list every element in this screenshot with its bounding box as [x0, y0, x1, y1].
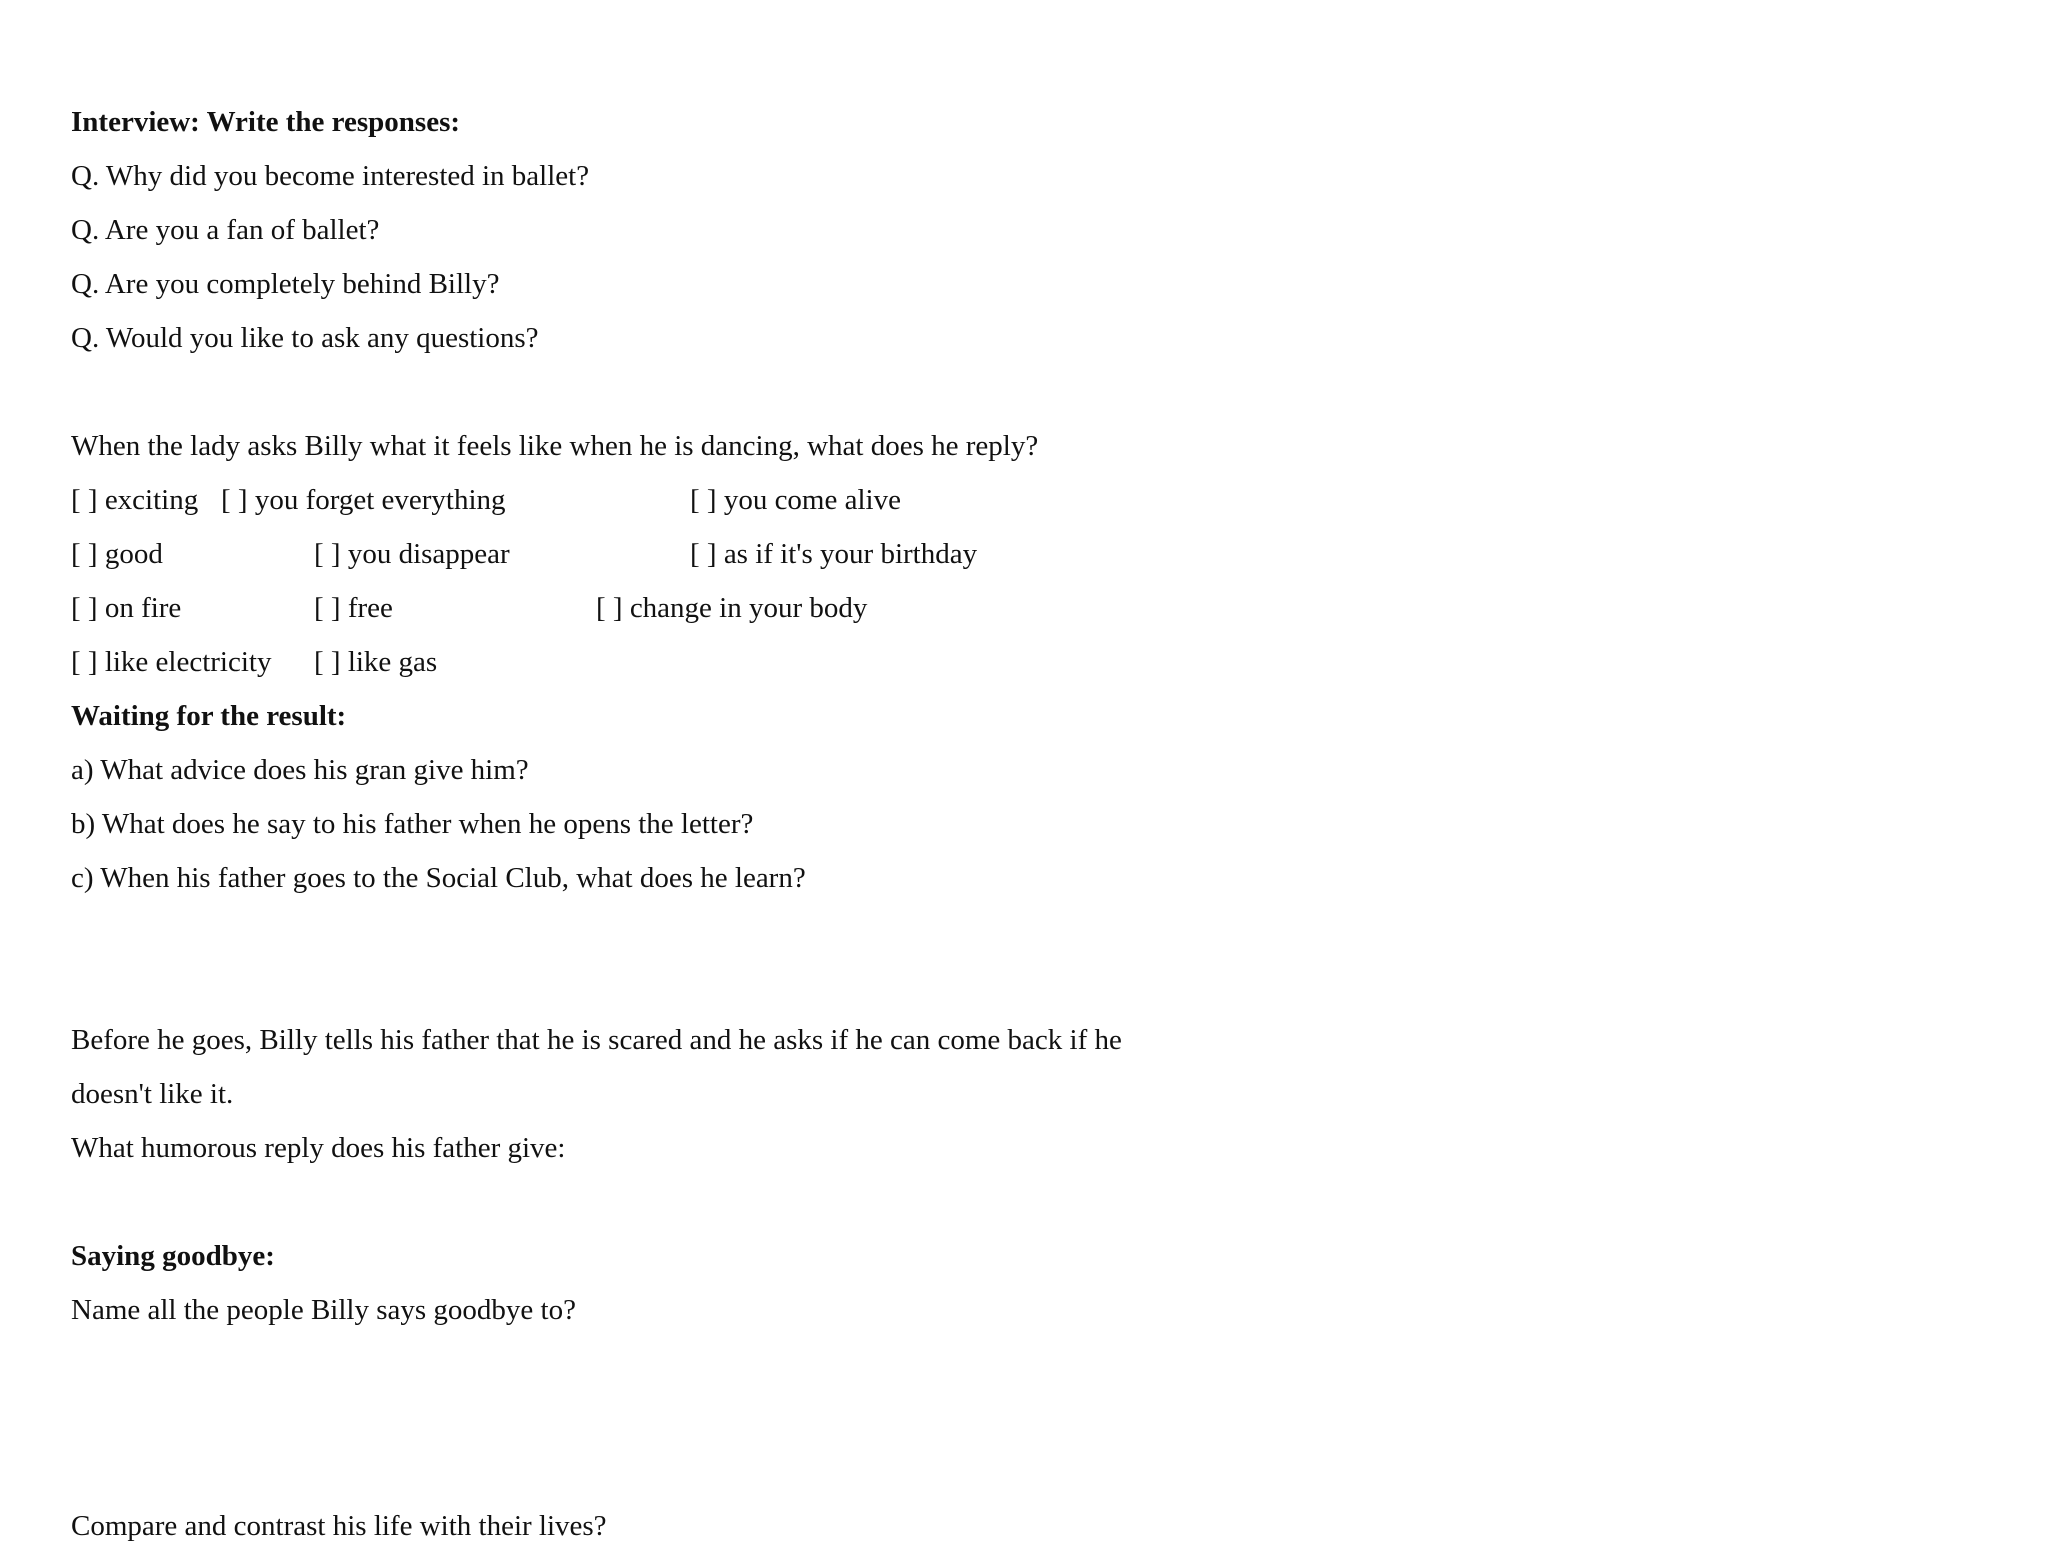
result-question-c: c) When his father goes to the Social Club, what does he learn? — [71, 862, 806, 894]
interview-question-1: Q. Why did you become interested in ballet? — [71, 160, 590, 192]
option-you-disappear: [ ] you disappear — [314, 538, 510, 570]
interview-heading: Interview: Write the responses: — [71, 106, 461, 138]
option-change-in-your-body: [ ] change in your body — [596, 592, 868, 624]
option-birthday: [ ] as if it's your birthday — [690, 538, 978, 570]
before-text-line-2: doesn't like it. — [71, 1078, 234, 1110]
option-exciting: [ ] exciting — [71, 484, 199, 516]
option-like-gas: [ ] like gas — [314, 646, 438, 678]
result-heading: Waiting for the result: — [71, 700, 347, 732]
option-you-come-alive: [ ] you come alive — [690, 484, 901, 516]
compare-question: Compare and contrast his life with their lives? — [71, 1510, 607, 1542]
option-on-fire: [ ] on fire — [71, 592, 182, 624]
interview-question-2: Q. Are you a fan of ballet? — [71, 214, 380, 246]
option-you-forget-everything: [ ] you forget everything — [221, 484, 506, 516]
father-reply-question: What humorous reply does his father give: — [71, 1132, 566, 1164]
option-good: [ ] good — [71, 538, 163, 570]
interview-question-4: Q. Would you like to ask any questions? — [71, 322, 539, 354]
goodbye-heading: Saying goodbye: — [71, 1240, 275, 1272]
result-question-b: b) What does he say to his father when he opens the letter? — [71, 808, 754, 840]
option-free: [ ] free — [314, 592, 393, 624]
option-like-electricity: [ ] like electricity — [71, 646, 272, 678]
before-text-line-1: Before he goes, Billy tells his father that he is scared and he asks if he can come back if he — [71, 1024, 1122, 1056]
dancing-question: When the lady asks Billy what it feels like when he is dancing, what does he reply? — [71, 430, 1039, 462]
result-question-a: a) What advice does his gran give him? — [71, 754, 529, 786]
goodbye-question: Name all the people Billy says goodbye to? — [71, 1294, 576, 1326]
interview-question-3: Q. Are you completely behind Billy? — [71, 268, 500, 300]
